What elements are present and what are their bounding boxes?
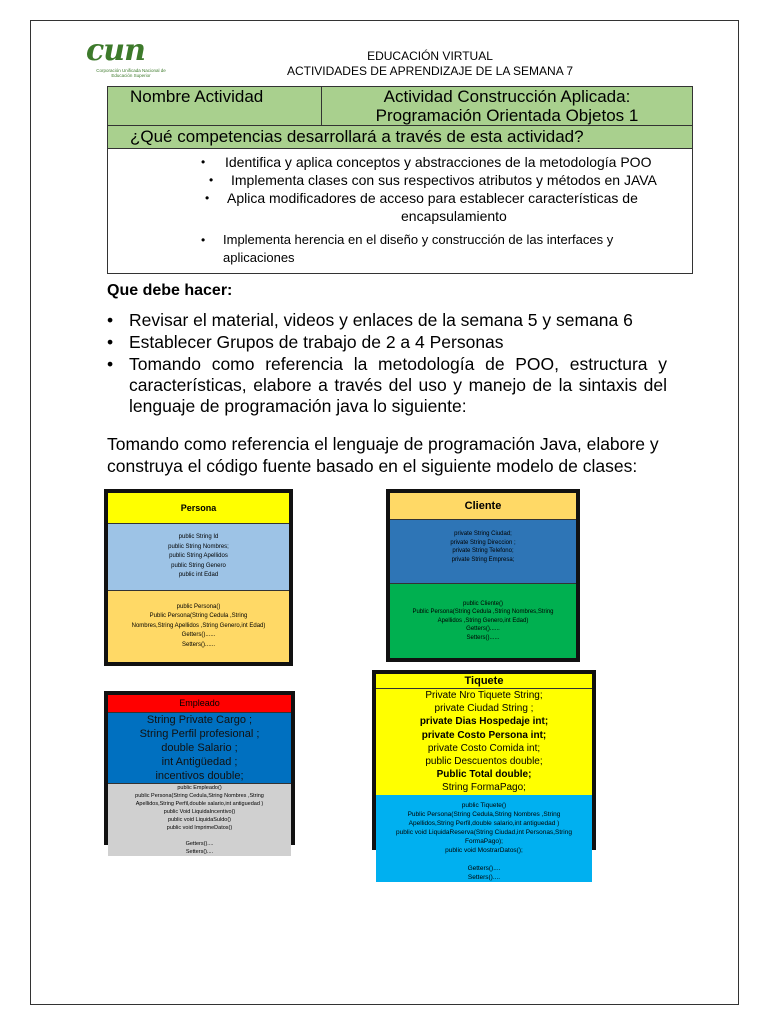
class-attribute: double Salario ;	[161, 742, 238, 754]
class-attribute: String Private Cargo ;	[146, 714, 253, 726]
class-method: Setters()......	[466, 634, 500, 641]
competencies-question: ¿Qué competencias desarrollará a través de esta actividad?	[108, 126, 693, 149]
class-method: public Empleado()	[177, 785, 222, 791]
logo-word: cun	[86, 33, 145, 68]
class-method: public Tiquete()	[461, 801, 507, 809]
class-attribute: private Costo Comida int;	[427, 742, 541, 754]
cun-logo	[86, 33, 176, 86]
class-method	[108, 832, 291, 840]
competencies-list	[108, 149, 692, 269]
class-attribute: public String Nombres;	[168, 543, 229, 550]
class-title-persona: Persona	[108, 493, 289, 524]
class-method: Getters()......	[181, 632, 216, 639]
class-attribute: private Costo Persona int;	[421, 729, 547, 741]
class-method: Apellidos,String Perfil,double salario,int antiguedad )	[408, 819, 560, 827]
competency-item-continued: encapsulamiento	[401, 208, 507, 224]
class-attribute: private String Direccion ;	[450, 539, 516, 546]
class-method: public Void LiquidaIncentivo()	[163, 809, 236, 815]
competencies-row	[108, 149, 693, 274]
competency-item-continued: aplicaciones	[223, 250, 295, 265]
class-method: Setters()....	[185, 849, 214, 855]
header-subtitle: ACTIVIDADES DE APRENDIZAJE DE LA SEMANA 7	[286, 64, 574, 78]
competency-item: • Implementa herencia en el diseño y construcción de las interfaces y	[201, 232, 614, 247]
activity-title-row	[108, 87, 693, 126]
class-attribute: private Dias Hospedaje int;	[419, 716, 549, 728]
class-box-tiquete	[372, 670, 596, 881]
class-method: public void LiquidaReserva(String Ciudad,int Personas,String	[396, 828, 572, 836]
class-attribute: public String Id	[178, 534, 219, 541]
class-methods-cliente	[390, 584, 576, 658]
activity-table	[107, 86, 693, 274]
class-method: Public Persona(String Cedula ,String	[149, 613, 248, 620]
instructions-list	[107, 310, 667, 417]
class-method: Getters()....	[185, 841, 214, 847]
class-box-cliente	[386, 489, 580, 662]
class-method	[376, 855, 592, 864]
class-attribute: Public Total double;	[436, 769, 532, 781]
class-attribute: int Antigüedad ;	[161, 756, 238, 768]
class-attribute: private String Telefono;	[452, 548, 514, 554]
class-method: Getters()....	[467, 864, 501, 872]
class-attribute: private String Empresa;	[451, 556, 515, 563]
competency-item: • Aplica modificadores de acceso para establecer características de	[205, 190, 638, 206]
class-method: public Cliente()	[462, 600, 504, 607]
class-method: Setters()......	[181, 641, 215, 648]
competencies-cell	[108, 149, 693, 274]
class-attribute: public Descuentos double;	[425, 756, 543, 768]
class-attribute: public String Apellidos	[169, 553, 228, 560]
class-methods-empleado	[108, 784, 291, 856]
class-attribute: String Perfil profesional ;	[139, 728, 260, 740]
class-method: public Persona()	[176, 603, 221, 610]
class-methods-persona	[108, 591, 289, 662]
class-title-cliente: Cliente	[390, 493, 576, 520]
instruction-item: • Tomando como referencia la metodología de POO, estructura y características, elabore a través del uso y manejo de la sintaxis del lenguaje de programación java lo siguiente:	[107, 354, 667, 416]
class-box-persona	[104, 489, 293, 666]
class-attribute: public String Genero	[171, 562, 226, 569]
class-attribute: Private Nro Tiquete String;	[425, 690, 543, 701]
logo-subtitle: Corporación Unificada Nacional de Educación Superior	[96, 68, 166, 78]
header-title: EDUCACIÓN VIRTUAL	[367, 49, 493, 63]
class-attribute: private String Ciudad;	[454, 531, 512, 537]
class-attributes-tiquete	[376, 689, 592, 795]
class-method: public void LiquidaSuldo()	[168, 817, 231, 823]
class-methods-tiquete	[376, 795, 592, 882]
class-method: Apellidos ,String Genero,int Edad)	[437, 617, 529, 624]
class-method: public void ImprimeDatos()	[166, 825, 233, 831]
activity-title-line2: Programación Orientada Objetos 1	[375, 106, 639, 125]
class-method: Public Persona(String Cedula,String Nombres ,String	[407, 810, 561, 818]
class-method: Setters()....	[467, 873, 501, 881]
class-box-empleado	[104, 691, 295, 855]
class-method: public void MostrarDatos();	[445, 846, 523, 854]
class-method: Public Persona(String Cedula ,String Nombres,String	[412, 609, 554, 616]
competency-item: • Implementa clases con sus respectivos atributos y métodos en JAVA	[209, 172, 657, 188]
class-attributes-persona	[108, 524, 289, 591]
class-method: Nombres,String Apellidos ,String Genero,int Edad)	[131, 622, 266, 629]
class-attribute: incentivos double;	[155, 770, 244, 782]
class-attribute: public int Edad	[178, 572, 219, 579]
class-method: FormaPago);	[465, 837, 503, 845]
activity-name-label: Nombre Actividad	[108, 87, 322, 126]
class-method: Getters()......	[466, 626, 500, 633]
class-attribute: private Ciudad String ;	[434, 703, 534, 715]
class-attributes-cliente	[390, 520, 576, 584]
instruction-item: • Revisar el material, videos y enlaces de la semana 5 y semana 6	[107, 310, 633, 330]
class-title-empleado: Empleado	[108, 695, 291, 713]
activity-title-line1: Actividad Construcción Aplicada:	[383, 87, 631, 106]
competency-item: • Identifica y aplica conceptos y abstracciones de la metodología POO	[201, 154, 652, 170]
class-model-paragraph: Tomando como referencia el lenguaje de programación Java, elabore y construya el código fuente basado en el siguiente modelo de clases:	[107, 434, 659, 476]
class-attributes-empleado	[108, 713, 291, 784]
class-method: public Persona(String Cedula,String Nombres ,String	[135, 793, 264, 799]
section-title: Que debe hacer:	[107, 282, 233, 299]
class-method: Apellidos,String Perfil,double salario,int antiguedad )	[135, 801, 264, 807]
activity-title	[322, 87, 693, 126]
question-row	[108, 126, 693, 149]
class-title-tiquete: Tiquete	[376, 674, 592, 689]
class-attribute: String FormaPago;	[442, 782, 526, 794]
instruction-item: • Establecer Grupos de trabajo de 2 a 4 Personas	[107, 332, 504, 352]
